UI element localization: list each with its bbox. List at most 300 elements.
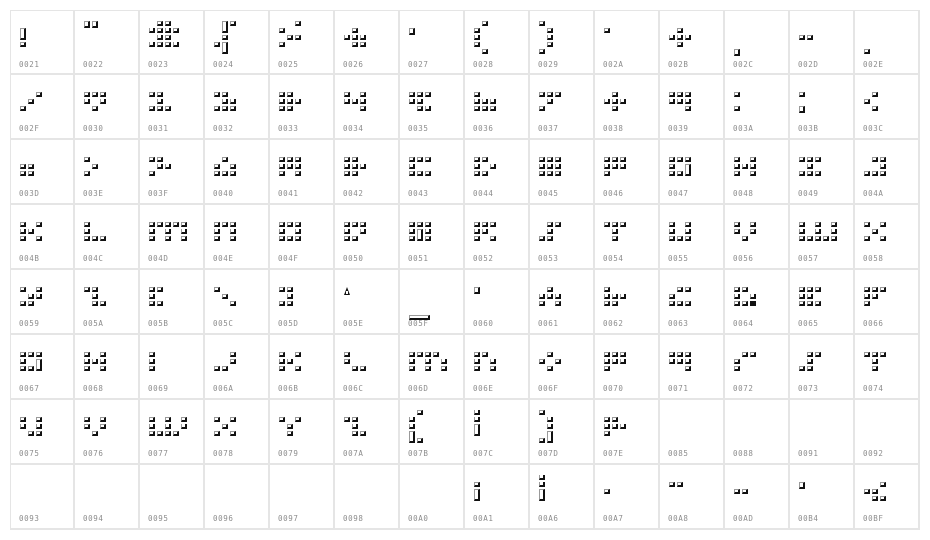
glyph-cell-0096[interactable] <box>205 465 270 530</box>
box-unit <box>360 222 366 227</box>
box-unit <box>799 222 805 227</box>
box-unit <box>84 171 90 176</box>
cup-unit <box>279 164 285 169</box>
glyph-cell-0046[interactable] <box>595 140 660 205</box>
codepoint-label: 0030 <box>83 124 104 133</box>
codepoint-label: 0021 <box>19 60 40 69</box>
box-unit <box>474 92 480 97</box>
box-unit <box>555 157 561 162</box>
box-unit <box>222 294 228 299</box>
box-unit <box>799 287 805 292</box>
glyph-cell-00A6[interactable] <box>530 465 595 530</box>
cup-unit <box>750 294 756 299</box>
cup-unit <box>474 35 480 40</box>
glyph-preview <box>539 21 589 55</box>
glyph-cell-0067[interactable] <box>10 335 75 400</box>
glyph-cell-00BF[interactable] <box>855 465 920 530</box>
glyph-cell-0037[interactable] <box>530 75 595 140</box>
box-unit <box>287 431 293 436</box>
glyph-cell-007A[interactable] <box>335 400 400 465</box>
glyph-cell-0055[interactable] <box>660 205 725 270</box>
cup-unit <box>474 417 480 422</box>
cup-unit <box>344 229 350 234</box>
glyph-preview <box>409 21 459 55</box>
glyph-cell-0060[interactable] <box>465 270 530 335</box>
glyph-cell-003C[interactable] <box>855 75 920 140</box>
glyph-cell-003F[interactable] <box>140 140 205 205</box>
box-unit <box>20 301 26 306</box>
tick-unit <box>799 106 805 113</box>
glyph-preview <box>604 345 654 379</box>
box-unit <box>742 352 748 357</box>
codepoint-label: 0094 <box>83 514 104 523</box>
cup-unit <box>547 294 553 299</box>
box-unit <box>287 92 293 97</box>
glyph-cell-006F[interactable] <box>530 335 595 400</box>
box-unit <box>620 352 626 357</box>
box-unit <box>214 92 220 97</box>
glyph-cell-0047[interactable] <box>660 140 725 205</box>
glyph-cell-0077[interactable] <box>140 400 205 465</box>
glyph-cell-002E[interactable] <box>855 10 920 75</box>
cup-unit <box>620 294 626 299</box>
glyph-cell-00A1[interactable] <box>465 465 530 530</box>
box-unit <box>352 42 358 47</box>
box-unit <box>417 438 423 443</box>
codepoint-label: 005E <box>343 319 364 328</box>
glyph-cell-004C[interactable] <box>75 205 140 270</box>
glyph-cell-0027[interactable] <box>400 10 465 75</box>
box-unit <box>669 92 675 97</box>
glyph-cell-0065[interactable] <box>790 270 855 335</box>
box-unit <box>872 92 878 97</box>
glyph-cell-0039[interactable] <box>660 75 725 140</box>
codepoint-label: 0049 <box>798 189 819 198</box>
glyph-cell-0031[interactable] <box>140 75 205 140</box>
codepoint-label: 0059 <box>19 319 40 328</box>
box-unit <box>612 222 618 227</box>
glyph-preview <box>604 150 654 184</box>
box-unit <box>360 106 366 111</box>
glyph-cell-0095[interactable] <box>140 465 205 530</box>
glyph-cell-0045[interactable] <box>530 140 595 205</box>
box-unit <box>295 366 301 371</box>
glyph-cell-006E[interactable] <box>465 335 530 400</box>
glyph-preview <box>799 21 849 55</box>
cup-unit <box>620 359 626 364</box>
box-unit <box>555 359 561 364</box>
cup-unit <box>474 229 480 234</box>
glyph-cell-0042[interactable] <box>335 140 400 205</box>
glyph-cell-0043[interactable] <box>400 140 465 205</box>
glyph-cell-0098[interactable] <box>335 465 400 530</box>
glyph-cell-002F[interactable] <box>10 75 75 140</box>
codepoint-label: 0036 <box>473 124 494 133</box>
box-unit <box>685 236 691 241</box>
glyph-cell-0094[interactable] <box>75 465 140 530</box>
glyph-cell-0064[interactable] <box>725 270 790 335</box>
box-unit <box>279 417 285 422</box>
tick-unit <box>734 49 740 56</box>
glyph-cell-0066[interactable] <box>855 270 920 335</box>
glyph-cell-0023[interactable] <box>140 10 205 75</box>
box-unit <box>677 157 683 162</box>
glyph-cell-00A7[interactable] <box>595 465 660 530</box>
cup-unit <box>84 99 90 104</box>
box-unit <box>214 106 220 111</box>
glyph-cell-007D[interactable] <box>530 400 595 465</box>
glyph-cell-0026[interactable] <box>335 10 400 75</box>
glyph-preview <box>344 410 394 444</box>
glyph-cell-0093[interactable] <box>10 465 75 530</box>
box-unit <box>165 21 171 26</box>
glyph-preview <box>279 215 329 249</box>
glyph-cell-006A[interactable] <box>205 335 270 400</box>
glyph-cell-003D[interactable] <box>10 140 75 205</box>
box-unit <box>20 287 26 292</box>
glyph-cell-0057[interactable] <box>790 205 855 270</box>
glyph-cell-0071[interactable] <box>660 335 725 400</box>
glyph-cell-002D[interactable] <box>790 10 855 75</box>
box-unit <box>344 157 350 162</box>
glyph-cell-0069[interactable] <box>140 335 205 400</box>
glyph-cell-0091[interactable] <box>790 400 855 465</box>
codepoint-label: 0035 <box>408 124 429 133</box>
box-unit <box>92 287 98 292</box>
box-unit <box>214 431 220 436</box>
glyph-cell-0059[interactable] <box>10 270 75 335</box>
glyph-preview <box>84 21 134 55</box>
glyph-cell-0070[interactable] <box>595 335 660 400</box>
glyph-cell-0034[interactable] <box>335 75 400 140</box>
box-unit <box>352 28 358 33</box>
box-unit <box>279 352 285 357</box>
cup-unit <box>287 164 293 169</box>
glyph-cell-005C[interactable] <box>205 270 270 335</box>
glyph-cell-007B[interactable] <box>400 400 465 465</box>
codepoint-label: 007D <box>538 449 559 458</box>
codepoint-label: 0062 <box>603 319 624 328</box>
glyph-cell-0063[interactable] <box>660 270 725 335</box>
glyph-cell-0030[interactable] <box>75 75 140 140</box>
cup-unit <box>539 482 545 487</box>
box-unit <box>482 222 488 227</box>
cup-unit <box>474 164 480 169</box>
glyph-cell-006B[interactable] <box>270 335 335 400</box>
box-unit <box>807 171 813 176</box>
glyph-cell-006D[interactable] <box>400 335 465 400</box>
codepoint-label: 0067 <box>19 384 40 393</box>
codepoint-label: 0078 <box>213 449 234 458</box>
codepoint-label: 0029 <box>538 60 559 69</box>
cup-unit <box>165 28 171 33</box>
box-unit <box>539 410 545 415</box>
glyph-cell-0040[interactable] <box>205 140 270 205</box>
codepoint-label: 0070 <box>603 384 624 393</box>
glyph-cell-0068[interactable] <box>75 335 140 400</box>
cup-unit <box>287 359 293 364</box>
glyph-preview <box>734 215 784 249</box>
box-unit <box>620 222 626 227</box>
glyph-cell-0051[interactable] <box>400 205 465 270</box>
box-unit <box>474 366 480 371</box>
glyph-cell-0054[interactable] <box>595 205 660 270</box>
box-unit <box>872 352 878 357</box>
tick-unit <box>84 21 90 28</box>
glyph-preview <box>279 345 329 379</box>
glyph-cell-00AD[interactable] <box>725 465 790 530</box>
glyph-cell-0049[interactable] <box>790 140 855 205</box>
box-unit <box>84 236 90 241</box>
box-unit <box>165 236 171 241</box>
tall-unit <box>539 489 545 501</box>
box-unit <box>287 157 293 162</box>
glyph-cell-0022[interactable] <box>75 10 140 75</box>
box-unit <box>823 236 829 241</box>
glyph-cell-0029[interactable] <box>530 10 595 75</box>
box-unit <box>222 366 228 371</box>
glyph-cell-00B4[interactable] <box>790 465 855 530</box>
box-unit <box>555 171 561 176</box>
box-unit <box>149 171 155 176</box>
codepoint-label: 0064 <box>733 319 754 328</box>
glyph-preview <box>20 150 70 184</box>
glyph-cell-0036[interactable] <box>465 75 530 140</box>
cup-unit <box>28 294 34 299</box>
box-unit <box>474 482 480 487</box>
codepoint-label: 005A <box>83 319 104 328</box>
box-unit <box>490 236 496 241</box>
tall-unit <box>222 21 228 33</box>
glyph-cell-003E[interactable] <box>75 140 140 205</box>
glyph-cell-0078[interactable] <box>205 400 270 465</box>
glyph-cell-00A0[interactable] <box>400 465 465 530</box>
codepoint-label: 0076 <box>83 449 104 458</box>
box-unit <box>409 92 415 97</box>
glyph-cell-007C[interactable] <box>465 400 530 465</box>
box-unit <box>539 49 545 54</box>
codepoint-label: 007C <box>473 449 494 458</box>
glyph-cell-005A[interactable] <box>75 270 140 335</box>
glyph-cell-0062[interactable] <box>595 270 660 335</box>
codepoint-label: 0045 <box>538 189 559 198</box>
box-unit <box>669 222 675 227</box>
glyph-cell-004D[interactable] <box>140 205 205 270</box>
glyph-preview <box>214 475 264 509</box>
glyph-cell-0021[interactable] <box>10 10 75 75</box>
glyph-cell-0024[interactable] <box>205 10 270 75</box>
box-unit <box>669 171 675 176</box>
glyph-preview <box>20 280 70 314</box>
box-unit <box>677 301 683 306</box>
box-unit <box>20 222 26 227</box>
box-unit <box>685 92 691 97</box>
box-unit <box>474 352 480 357</box>
box-unit <box>441 366 447 371</box>
glyph-cell-002A[interactable] <box>595 10 660 75</box>
box-unit <box>84 157 90 162</box>
glyph-cell-0041[interactable] <box>270 140 335 205</box>
glyph-preview <box>344 215 394 249</box>
cup-unit <box>685 359 691 364</box>
box-unit <box>230 171 236 176</box>
glyph-cell-0079[interactable] <box>270 400 335 465</box>
box-unit <box>20 417 26 422</box>
glyph-cell-003A[interactable] <box>725 75 790 140</box>
box-unit <box>864 301 870 306</box>
box-unit <box>417 410 423 415</box>
box-unit <box>295 157 301 162</box>
box-unit <box>352 417 358 422</box>
cup-unit <box>100 99 106 104</box>
box-unit <box>685 222 691 227</box>
box-unit <box>100 366 106 371</box>
glyph-cell-002B[interactable] <box>660 10 725 75</box>
glyph-preview <box>344 150 394 184</box>
glyph-cell-0044[interactable] <box>465 140 530 205</box>
glyph-cell-0072[interactable] <box>725 335 790 400</box>
box-unit <box>20 352 26 357</box>
cup-unit <box>734 164 740 169</box>
glyph-cell-0028[interactable] <box>465 10 530 75</box>
codepoint-label: 002A <box>603 60 624 69</box>
box-unit <box>547 366 553 371</box>
glyph-cell-004E[interactable] <box>205 205 270 270</box>
glyph-cell-002C[interactable] <box>725 10 790 75</box>
glyph-preview <box>669 150 719 184</box>
cup-unit <box>279 99 285 104</box>
glyph-cell-0038[interactable] <box>595 75 660 140</box>
cup-unit <box>612 164 618 169</box>
glyph-grid <box>10 10 920 530</box>
box-unit <box>157 106 163 111</box>
glyph-cell-0032[interactable] <box>205 75 270 140</box>
box-unit <box>677 236 683 241</box>
cup-unit <box>831 229 837 234</box>
codepoint-label: 0028 <box>473 60 494 69</box>
glyph-cell-0061[interactable] <box>530 270 595 335</box>
glyph-cell-0075[interactable] <box>10 400 75 465</box>
cup-unit <box>612 359 618 364</box>
box-unit <box>279 42 285 47</box>
glyph-cell-0050[interactable] <box>335 205 400 270</box>
box-unit <box>230 106 236 111</box>
box-unit <box>815 301 821 306</box>
glyph-preview <box>864 280 914 314</box>
glyph-cell-005F[interactable] <box>400 270 465 335</box>
glyph-cell-0052[interactable] <box>465 205 530 270</box>
box-unit <box>20 42 26 47</box>
glyph-cell-0035[interactable] <box>400 75 465 140</box>
box-unit <box>612 106 618 111</box>
box-unit <box>482 352 488 357</box>
box-unit <box>604 431 610 436</box>
glyph-cell-0074[interactable] <box>855 335 920 400</box>
box-unit <box>100 352 106 357</box>
codepoint-label: 0055 <box>668 254 689 263</box>
glyph-cell-0073[interactable] <box>790 335 855 400</box>
cup-unit <box>149 424 155 429</box>
glyph-cell-0088[interactable] <box>725 400 790 465</box>
box-unit <box>482 21 488 26</box>
glyph-preview <box>409 475 459 509</box>
codepoint-label: 00A6 <box>538 514 559 523</box>
glyph-preview <box>474 280 524 314</box>
codepoint-label: 002F <box>19 124 40 133</box>
glyph-cell-0085[interactable] <box>660 400 725 465</box>
codepoint-label: 006C <box>343 384 364 393</box>
box-unit <box>352 171 358 176</box>
cup-unit <box>547 424 553 429</box>
box-unit <box>425 236 431 241</box>
codepoint-label: 0068 <box>83 384 104 393</box>
box-unit <box>157 21 163 26</box>
cup-unit <box>799 294 805 299</box>
glyph-cell-0025[interactable] <box>270 10 335 75</box>
box-unit <box>36 287 42 292</box>
glyph-cell-0058[interactable] <box>855 205 920 270</box>
box-unit <box>677 92 683 97</box>
box-unit <box>360 431 366 436</box>
box-unit <box>669 301 675 306</box>
glyph-cell-0053[interactable] <box>530 205 595 270</box>
cup-unit <box>490 359 496 364</box>
box-unit <box>734 229 740 234</box>
codepoint-label: 003D <box>19 189 40 198</box>
glyph-preview <box>604 85 654 119</box>
cup-unit <box>742 164 748 169</box>
glyph-cell-0076[interactable] <box>75 400 140 465</box>
glyph-cell-006C[interactable] <box>335 335 400 400</box>
glyph-cell-00A8[interactable] <box>660 465 725 530</box>
glyph-cell-005B[interactable] <box>140 270 205 335</box>
box-unit <box>222 424 228 429</box>
cup-unit <box>547 229 553 234</box>
glyph-cell-004F[interactable] <box>270 205 335 270</box>
box-unit <box>222 171 228 176</box>
cup-unit <box>409 359 415 364</box>
codepoint-label: 0088 <box>733 449 754 458</box>
glyph-cell-003B[interactable] <box>790 75 855 140</box>
glyph-preview <box>279 280 329 314</box>
box-unit <box>864 236 870 241</box>
glyph-preview <box>149 150 199 184</box>
glyph-cell-0097[interactable] <box>270 465 335 530</box>
glyph-cell-0092[interactable] <box>855 400 920 465</box>
glyph-cell-0048[interactable] <box>725 140 790 205</box>
glyph-cell-004B[interactable] <box>10 205 75 270</box>
box-unit <box>214 417 220 422</box>
box-unit <box>20 106 26 111</box>
glyph-cell-004A[interactable] <box>855 140 920 205</box>
glyph-preview <box>84 475 134 509</box>
box-unit <box>149 352 155 357</box>
box-unit <box>539 171 545 176</box>
glyph-cell-005E[interactable] <box>335 270 400 335</box>
box-unit <box>864 287 870 292</box>
glyph-cell-0033[interactable] <box>270 75 335 140</box>
box-unit <box>734 489 740 494</box>
cup-unit <box>20 359 26 364</box>
cup-unit <box>799 229 805 234</box>
glyph-cell-007E[interactable] <box>595 400 660 465</box>
box-unit <box>604 352 610 357</box>
cup-unit <box>425 106 431 111</box>
box-unit <box>287 236 293 241</box>
glyph-cell-005D[interactable] <box>270 270 335 335</box>
glyph-cell-0056[interactable] <box>725 205 790 270</box>
glyph-preview <box>149 410 199 444</box>
